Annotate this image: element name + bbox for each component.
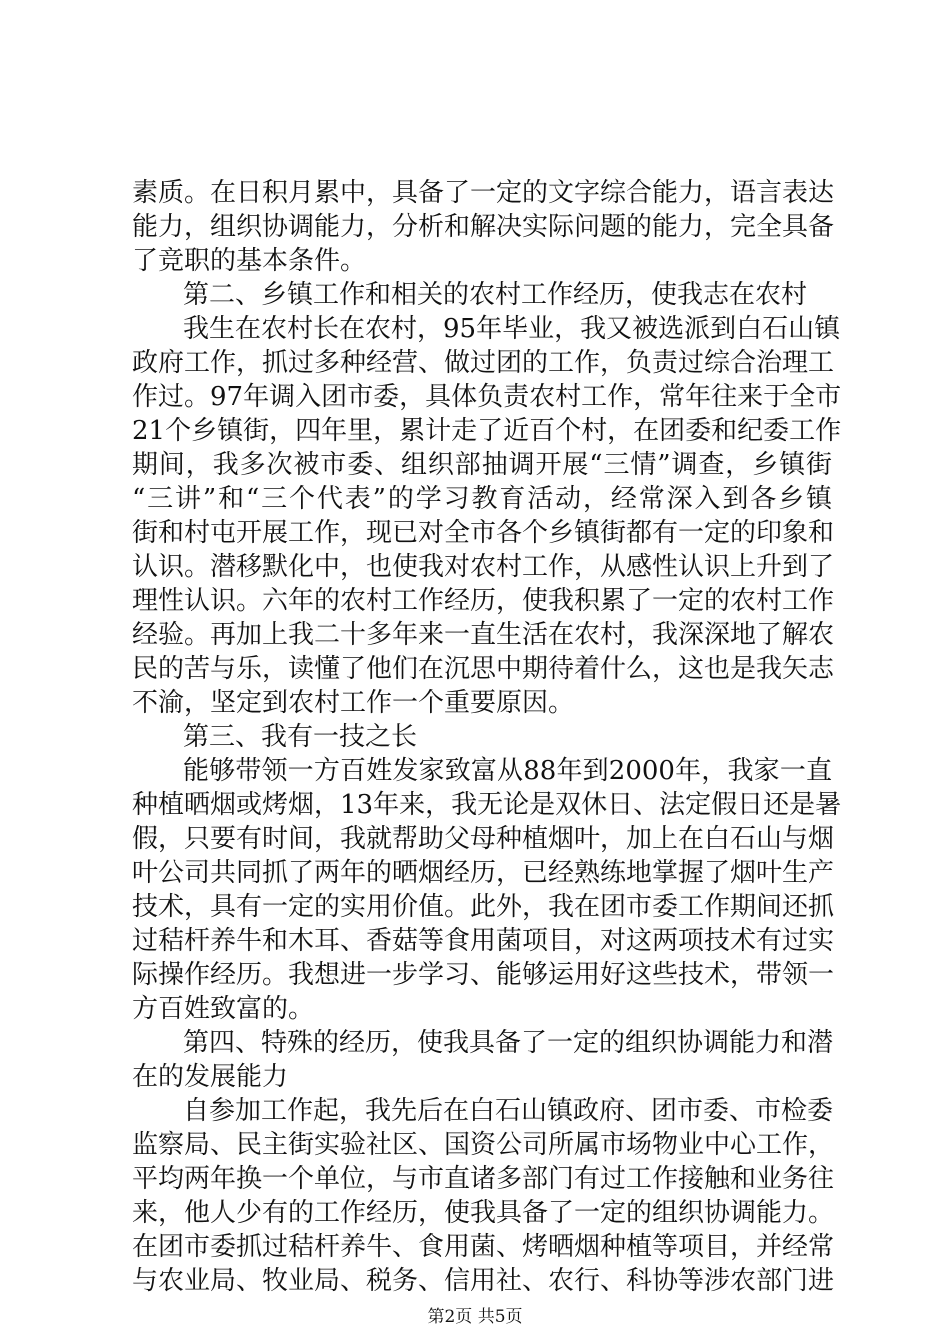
text-line: 监察局、民主街实验社区、国资公司所属市场物业中心工作，	[132, 1130, 835, 1160]
text-line: 理性认识。六年的农村工作经历，使我积累了一定的农村工作	[132, 586, 835, 616]
text-line: 作过。97年调入团市委，具体负责农村工作，常年往来于全市	[132, 382, 842, 412]
text-line: 技术，具有一定的实用价值。此外，我在团市委工作期间还抓	[132, 892, 835, 922]
section-heading: 第二、乡镇工作和相关的农村工作经历，使我志在农村	[183, 280, 808, 310]
text-line: 平均两年换一个单位，与市直诸多部门有过工作接触和业务往	[132, 1164, 835, 1194]
page-number: 第2页 共5页	[427, 1307, 523, 1327]
text-line: 假，只要有时间，我就帮助父母种植烟叶，加上在白石山与烟	[132, 824, 835, 854]
text-line: 民的苦与乐，读懂了他们在沉思中期待着什么，这也是我矢志	[132, 654, 835, 684]
text-line: 认识。潜移默化中，也使我对农村工作，从感性认识上升到了	[132, 552, 835, 582]
text-line: “三讲”和“三个代表”的学习教育活动，经常深入到各乡镇	[132, 484, 832, 514]
text-line: 政府工作，抓过多种经营、做过团的工作，负责过综合治理工	[132, 348, 835, 378]
text-line: 在团市委抓过秸杆养牛、食用菌、烤晒烟种植等项目，并经常	[132, 1232, 835, 1262]
section-heading-continued: 在的发展能力	[132, 1062, 289, 1092]
text-line: 自参加工作起，我先后在白石山镇政府、团市委、市检委	[183, 1096, 834, 1126]
text-line: 来，他人少有的工作经历，使我具备了一定的组织协调能力。	[132, 1198, 835, 1228]
text-line: 不渝，坚定到农村工作一个重要原因。	[132, 688, 575, 718]
text-line: 与农业局、牧业局、税务、信用社、农行、科协等涉农部门进	[132, 1266, 835, 1296]
text-line: 际操作经历。我想进一步学习、能够运用好这些技术，带领一	[132, 960, 835, 990]
text-line: 街和村屯开展工作，现已对全市各个乡镇街都有一定的印象和	[132, 518, 835, 548]
text-line: 方百姓致富的。	[132, 994, 315, 1024]
section-heading: 第三、我有一技之长	[183, 722, 418, 752]
text-line: 了竞职的基本条件。	[132, 246, 367, 276]
text-line: 能力，组织协调能力，分析和解决实际问题的能力，完全具备	[132, 212, 835, 242]
text-line: 过秸杆养牛和木耳、香菇等食用菌项目，对这两项技术有过实	[132, 926, 835, 956]
text-line: 期间，我多次被市委、组织部抽调开展“三情”调查，乡镇街	[132, 450, 832, 480]
text-line: 21个乡镇街，四年里，累计走了近百个村，在团委和纪委工作	[132, 416, 842, 446]
text-line: 能够带领一方百姓发家致富从88年到2000年，我家一直	[183, 756, 832, 786]
text-line: 叶公司共同抓了两年的晒烟经历，已经熟练地掌握了烟叶生产	[132, 858, 835, 888]
text-line: 素质。在日积月累中，具备了一定的文字综合能力，语言表达	[132, 178, 835, 208]
text-line: 经验。再加上我二十多年来一直生活在农村，我深深地了解农	[132, 620, 835, 650]
text-line: 种植晒烟或烤烟，13年来，我无论是双休日、法定假日还是暑	[132, 790, 842, 820]
text-line: 我生在农村长在农村，95年毕业，我又被选派到白石山镇	[183, 314, 841, 344]
section-heading: 第四、特殊的经历，使我具备了一定的组织协调能力和潜	[183, 1028, 834, 1058]
